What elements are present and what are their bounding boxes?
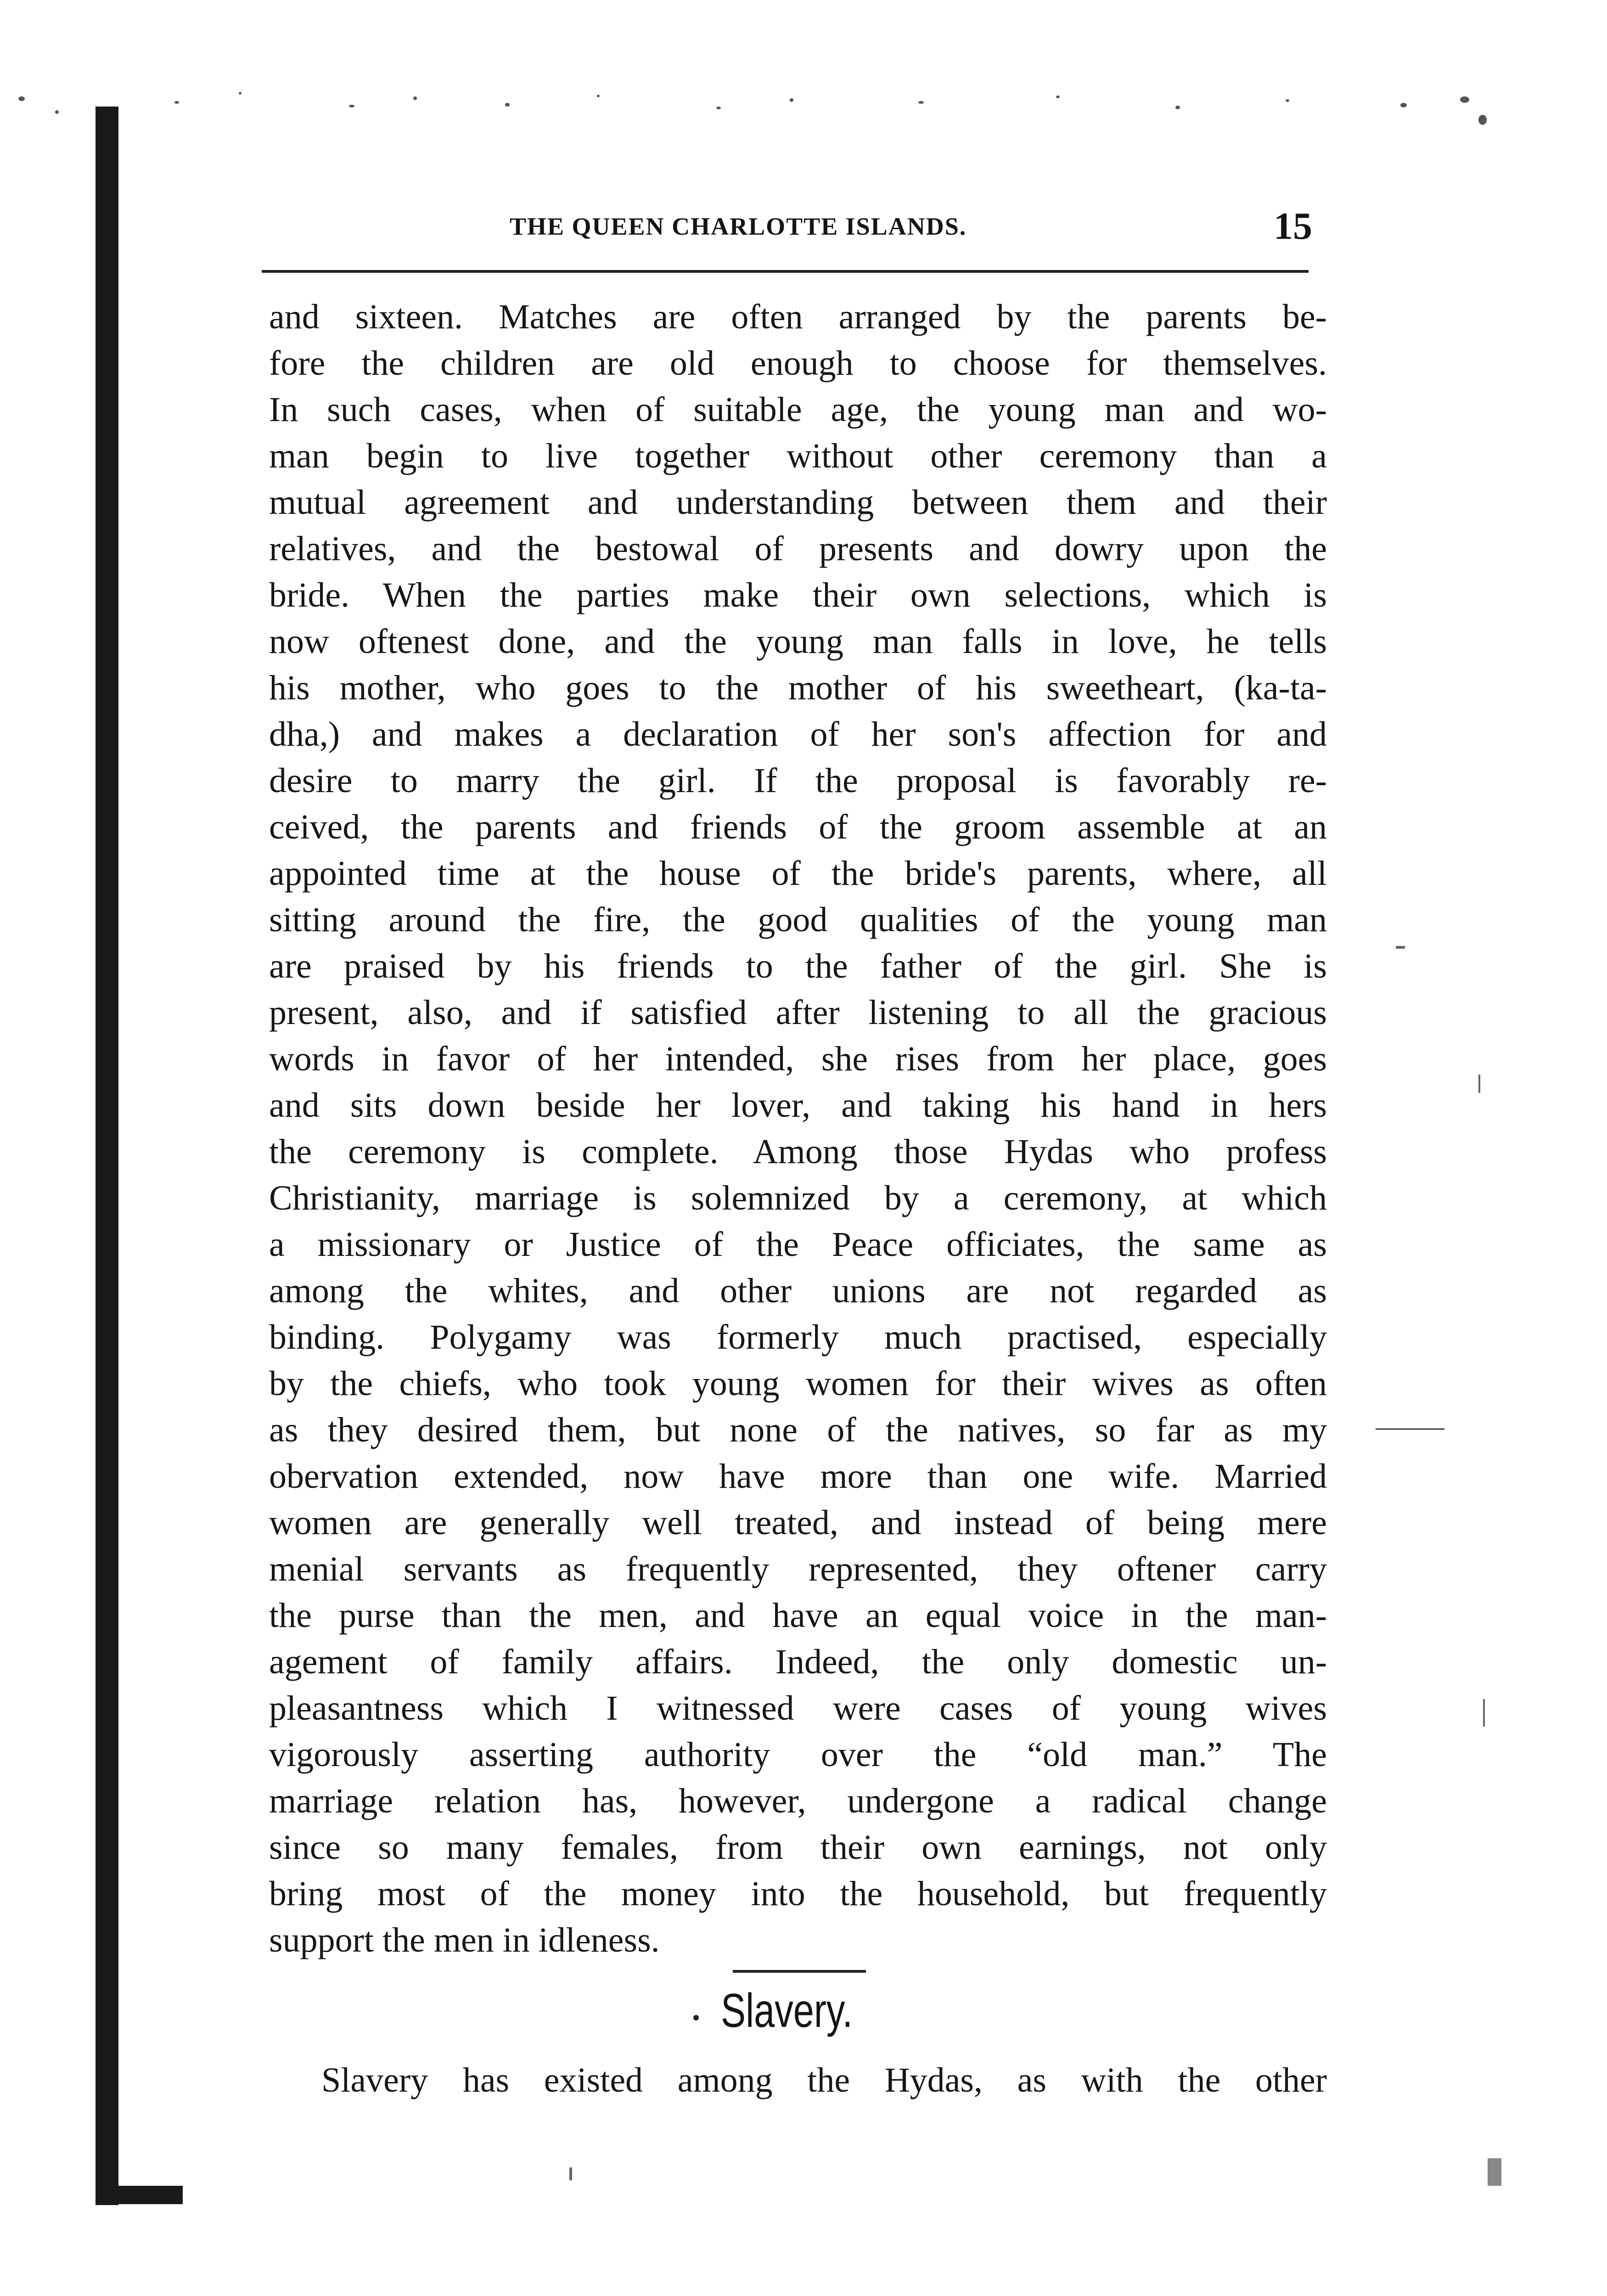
- page-number: 15: [1274, 205, 1312, 248]
- text-line: present, also, and if satisfied after listening to all the gracious: [269, 993, 1327, 1032]
- text-line: his mother, who goes to the mother of his sweetheart, (ka-ta-: [269, 669, 1327, 707]
- margin-mark: [1376, 1428, 1444, 1430]
- binding-edge-foot: [96, 2186, 183, 2204]
- text-line: the ceremony is complete. Among those Hydas who profess: [269, 1132, 1327, 1171]
- text-line: as they desired them, but none of the natives, so far as my: [269, 1411, 1327, 1449]
- text-line: fore the children are old enough to choose for themselves.: [269, 344, 1327, 383]
- text-line: now oftenest done, and the young man falls in love, he tells: [269, 622, 1327, 661]
- text-line: bride. When the parties make their own selections, which is: [269, 576, 1327, 614]
- text-line: ceived, the parents and friends of the groom assemble at an: [269, 808, 1327, 846]
- text-line: bring most of the money into the household, but frequently: [269, 1874, 1327, 1913]
- text-line: menial servants as frequently represented, they oftener carry: [269, 1550, 1327, 1588]
- text-line: marriage relation has, however, undergone a radical change: [269, 1782, 1327, 1820]
- margin-mark: [1478, 1075, 1480, 1093]
- top-edge-noise: [0, 83, 1607, 147]
- text-line: desire to marry the girl. If the proposal is favorably re-: [269, 761, 1327, 800]
- text-line: appointed time at the house of the bride's parents, where, all: [269, 854, 1327, 893]
- text-line: dha,) and makes a declaration of her son's affection for and: [269, 715, 1327, 754]
- text-line: support the men in idleness.: [269, 1921, 660, 1959]
- text-line: and sits down beside her lover, and taking his hand in hers: [269, 1086, 1327, 1125]
- text-line: are praised by his friends to the father of the girl. She is: [269, 947, 1327, 985]
- body-paragraph: [269, 294, 1327, 1964]
- text-line: among the whites, and other unions are not regarded as: [269, 1272, 1327, 1310]
- text-line: words in favor of her intended, she rises from her place, goes: [269, 1040, 1327, 1078]
- text-line: and sixteen. Matches are often arranged by the parents be-: [269, 298, 1327, 336]
- margin-mark: [1483, 1699, 1485, 1727]
- text-line: Slavery has existed among the Hydas, as with the other: [321, 2061, 1327, 2099]
- next-section-text: [321, 2057, 1327, 2104]
- text-line: the purse than the men, and have an equal voice in the man-: [269, 1596, 1327, 1635]
- text-line: since so many females, from their own earnings, not only: [269, 1828, 1327, 1867]
- text-line: man begin to live together without other ceremony than a: [269, 437, 1327, 475]
- margin-mark: [1488, 2158, 1501, 2186]
- text-line: In such cases, when of suitable age, the young man and wo-: [269, 390, 1327, 429]
- text-line: mutual agreement and understanding between them and their: [269, 483, 1327, 522]
- margin-mark: [569, 2167, 572, 2180]
- text-line: sitting around the fire, the good qualities of the young man: [269, 900, 1327, 939]
- text-line: vigorously asserting authority over the “old man.” The: [269, 1735, 1327, 1774]
- text-line: pleasantness which I witnessed were cases of young wives: [269, 1689, 1327, 1728]
- section-rule: [733, 1970, 866, 1973]
- text-line: agement of family affairs. Indeed, the only domestic un-: [269, 1643, 1327, 1681]
- text-line: women are generally well treated, and instead of being mere: [269, 1503, 1327, 1542]
- header-rule: [262, 270, 1309, 273]
- running-head: THE QUEEN CHARLOTTE ISLANDS.: [510, 213, 967, 240]
- text-line: by the chiefs, who took young women for their wives as often: [269, 1364, 1327, 1403]
- text-line: binding. Polygamy was formerly much practised, especially: [269, 1318, 1327, 1356]
- text-line: a missionary or Justice of the Peace officiates, the same as: [269, 1225, 1327, 1264]
- text-line: Christianity, marriage is solemnized by a ceremony, at which: [269, 1179, 1327, 1217]
- text-line: obervation extended, now have more than one wife. Married: [269, 1457, 1327, 1496]
- binding-edge-shadow: [96, 107, 118, 2205]
- text-line: relatives, and the bestowal of presents and dowry upon the: [269, 529, 1327, 568]
- margin-mark: [1396, 946, 1405, 949]
- section-bullet: [693, 2015, 699, 2020]
- section-heading: Slavery.: [721, 1984, 853, 2037]
